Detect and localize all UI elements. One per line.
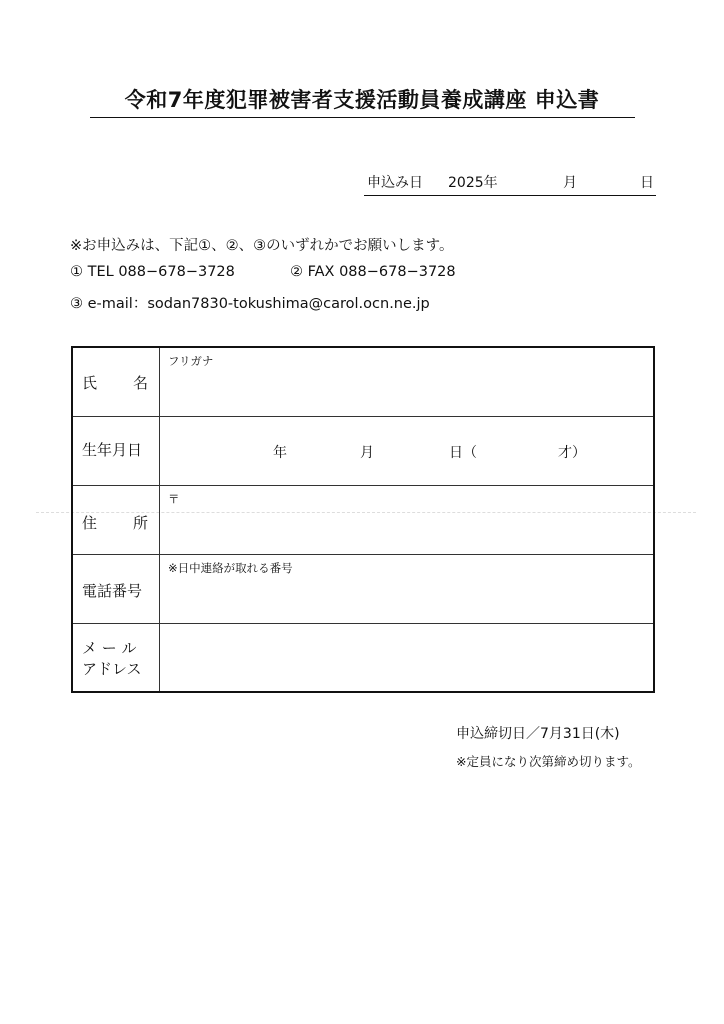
age-unit: 才） (558, 444, 586, 461)
phone-field[interactable] (160, 554, 655, 623)
furigana-hint: フリガナ (168, 354, 214, 368)
mail-label-cell (72, 623, 160, 692)
email-contact: ③ e-mail：sodan7830-tokushima@carol.ocn.ne.jp (70, 296, 430, 312)
address-label-b: 所 (132, 513, 148, 532)
mail-field[interactable] (160, 623, 655, 692)
instructions-intro: ※お申込みは、下記①、②、③のいずれかでお願いします。 (70, 238, 454, 254)
birth-field[interactable] (160, 416, 655, 485)
deadline-text: 申込締切日／7月31日(木) (456, 726, 620, 742)
birth-month-unit: 月 (360, 444, 374, 461)
address-field[interactable] (160, 485, 655, 554)
application-date-month: 月 (563, 175, 577, 191)
application-date-year: 2025年 (448, 175, 498, 191)
name-label-b: 名 (132, 374, 148, 392)
mail-label-line1: メ ー ル (82, 638, 137, 657)
name-label-cell (72, 347, 160, 416)
fax-contact: ② FAX 088−678−3728 (290, 264, 456, 280)
name-label-a: 氏 (82, 374, 98, 392)
date-underline (364, 195, 656, 196)
application-date-label: 申込み日 (367, 175, 423, 191)
page-title: 令和7年度犯罪被害者支援活動員養成講座 申込書 (124, 88, 600, 112)
title-underline (90, 117, 635, 118)
phone-label: 電話番号 (82, 581, 143, 600)
address-label-cell (72, 485, 160, 554)
form-row-name (72, 347, 654, 416)
birth-day-unit: 日（ (449, 444, 477, 461)
form-row-mail (72, 623, 654, 692)
birth-year-unit: 年 (273, 444, 287, 461)
application-date-day: 日 (640, 175, 654, 191)
address-label-a: 住 (82, 513, 98, 532)
tel-contact: ① TEL 088−678−3728 (70, 264, 235, 280)
name-field[interactable] (160, 347, 655, 416)
capacity-note: ※定員になり次第締め切ります。 (456, 754, 641, 769)
phone-label-cell (72, 554, 160, 623)
form-row-address (72, 485, 654, 554)
birth-label-cell (72, 416, 160, 485)
mail-label-line2: アドレス (82, 659, 142, 678)
phone-hint: ※日中連絡が取れる番号 (168, 560, 293, 575)
birth-label: 生年月日 (82, 440, 143, 459)
application-form-table (71, 346, 655, 693)
form-row-phone (72, 554, 654, 623)
form-row-birth (72, 416, 654, 485)
postal-mark: 〒 (168, 491, 180, 506)
